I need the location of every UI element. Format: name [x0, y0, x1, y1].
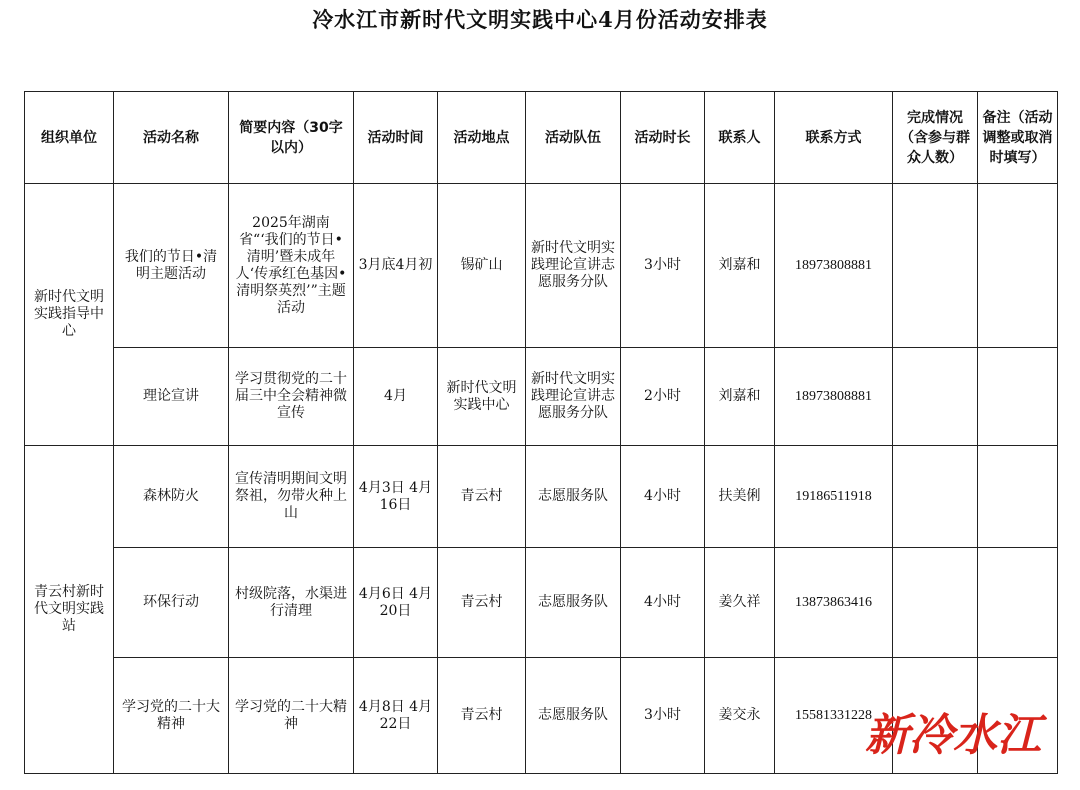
phone-cell: 15581331228: [775, 658, 893, 774]
table-row: [25, 446, 1058, 548]
done-cell: [893, 348, 978, 446]
content-cell: 宣传清明期间文明祭祖，勿带火种上山: [229, 446, 354, 548]
col-header-content: 简要内容（30字以内）: [229, 92, 354, 184]
phone-cell: 18973808881: [775, 184, 893, 348]
header-row: [25, 92, 1058, 184]
contact-cell: 姜久祥: [705, 548, 775, 658]
time-cell: 4月3日 4月16日: [354, 446, 438, 548]
table-row: [25, 348, 1058, 446]
table-row: [25, 548, 1058, 658]
time-cell: 4月8日 4月22日: [354, 658, 438, 774]
col-header-done: 完成情况（含参与群众人数）: [893, 92, 978, 184]
duration-cell: 2小时: [621, 348, 705, 446]
team-cell: 新时代文明实践理论宣讲志愿服务分队: [526, 348, 621, 446]
content-cell: 学习贯彻党的二十届三中全会精神微宣传: [229, 348, 354, 446]
xinlengshuijiang-logo: [858, 700, 1048, 764]
duration-cell: 3小时: [621, 184, 705, 348]
place-cell: 青云村: [438, 446, 526, 548]
col-header-note: 备注（活动调整或取消时填写）: [978, 92, 1058, 184]
activity-name-cell: 森林防火: [114, 446, 229, 548]
duration-cell: 4小时: [621, 548, 705, 658]
done-cell: [893, 446, 978, 548]
activity-name-cell: 我们的节日•清明主题活动: [114, 184, 229, 348]
page-title: 冷水江市新时代文明实践中心4月份活动安排表: [312, 7, 768, 32]
activity-name-cell: 学习党的二十大精神: [114, 658, 229, 774]
contact-cell: 刘嘉和: [705, 348, 775, 446]
phone-cell: 19186511918: [775, 446, 893, 548]
contact-cell: 刘嘉和: [705, 184, 775, 348]
col-header-contact: 联系人: [705, 92, 775, 184]
place-cell: 锡矿山: [438, 184, 526, 348]
col-header-team: 活动队伍: [526, 92, 621, 184]
note-cell: [978, 184, 1058, 348]
col-header-org: 组织单位: [25, 92, 114, 184]
col-header-name: 活动名称: [114, 92, 229, 184]
duration-cell: 3小时: [621, 658, 705, 774]
col-header-phone: 联系方式: [775, 92, 893, 184]
team-cell: 志愿服务队: [526, 658, 621, 774]
logo-text: 新冷水江: [865, 710, 1041, 761]
phone-cell: 18973808881: [775, 348, 893, 446]
content-cell: 学习党的二十大精神: [229, 658, 354, 774]
content-cell: 村级院落，水渠进行清理: [229, 548, 354, 658]
team-cell: 志愿服务队: [526, 548, 621, 658]
time-cell: 4月6日 4月20日: [354, 548, 438, 658]
col-header-duration: 活动时长: [621, 92, 705, 184]
place-cell: 青云村: [438, 548, 526, 658]
done-cell: [893, 548, 978, 658]
team-cell: 新时代文明实践理论宣讲志愿服务分队: [526, 184, 621, 348]
duration-cell: 4小时: [621, 446, 705, 548]
activity-name-cell: 环保行动: [114, 548, 229, 658]
place-cell: 青云村: [438, 658, 526, 774]
contact-cell: 扶美俐: [705, 446, 775, 548]
note-cell: [978, 548, 1058, 658]
done-cell: [893, 184, 978, 348]
note-cell: [978, 348, 1058, 446]
content-cell: 2025年湖南省“‘我们的节日•清明’暨未成年人‘传承红色基因•清明祭英烈’”主题活动: [229, 184, 354, 348]
org-cell: 青云村新时代文明实践站: [25, 446, 114, 774]
team-cell: 志愿服务队: [526, 446, 621, 548]
org-cell: 新时代文明实践指导中心: [25, 184, 114, 446]
activity-name-cell: 理论宣讲: [114, 348, 229, 446]
col-header-place: 活动地点: [438, 92, 526, 184]
note-cell: [978, 446, 1058, 548]
col-header-time: 活动时间: [354, 92, 438, 184]
time-cell: 3月底4月初: [354, 184, 438, 348]
contact-cell: 姜交永: [705, 658, 775, 774]
activity-schedule-table: [24, 91, 1058, 774]
time-cell: 4月: [354, 348, 438, 446]
place-cell: 新时代文明实践中心: [438, 348, 526, 446]
phone-cell: 13873863416: [775, 548, 893, 658]
table-row: [25, 184, 1058, 348]
